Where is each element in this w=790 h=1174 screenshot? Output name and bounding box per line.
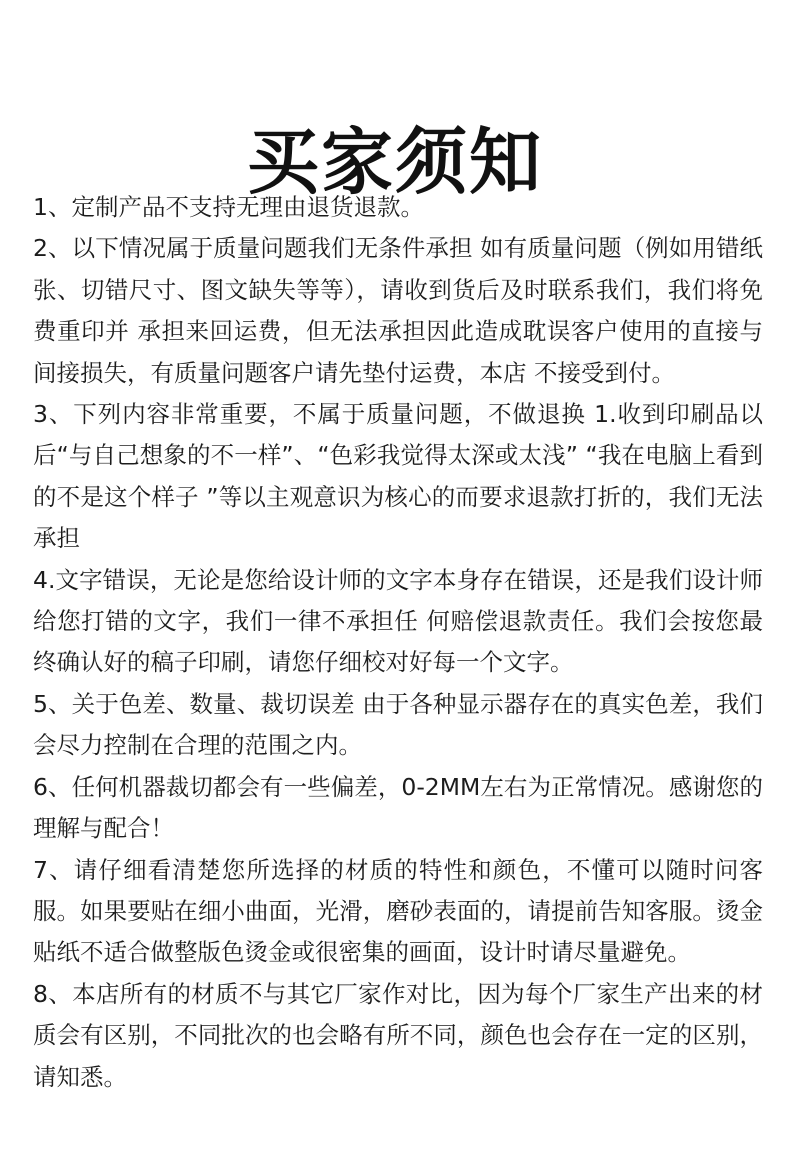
notice-item-4: 4.文字错误，无论是您给设计师的文字本身存在错误，还是我们设计师给您打错的文字，我们一律不承担任 何赔偿退款责任。我们会按您最终确认好的稿子印刷，请您仔细校对好每一个文字。 xyxy=(33,565,763,677)
notice-item-6: 6、任何机器裁切都会有一些偏差，0-2MM左右为正常情况。感谢您的理解与配合！ xyxy=(33,772,763,843)
notice-list xyxy=(33,187,763,1098)
notice-item-5: 5、关于色差、数量、裁切误差 由于各种显示器存在的真实色差，我们会尽力控制在合理的范围之内。 xyxy=(33,689,763,760)
notice-item-2: 2、以下情况属于质量问题我们无条件承担 如有质量问题（例如用错纸张、切错尺寸、图文缺失等等），请收到货后及时联系我们，我们将免费重印并 承担来回运费，但无法承担因此造成耽误客户使用的直接与间接损失，有质量问题客户请先垫付运费，本店 不接受到付。 xyxy=(33,234,763,387)
notice-item-7: 7、请仔细看清楚您所选择的材质的特性和颜色，不懂可以随时问客服。如果要贴在细小曲面，光滑，磨砂表面的，请提前告知客服。烫金贴纸不适合做整版色烫金或很密集的画面，设计时请尽量避免。 xyxy=(33,855,763,967)
notice-item-3: 3、下列内容非常重要，不属于质量问题，不做退换 1.收到印刷品以后“与自己想象的不一样”、“色彩我觉得太深或太浅” “我在电脑上看到的不是这个样子 ”等以主观意识为核心的而要求退款打折的，我们无法承担 xyxy=(33,400,763,553)
notice-item-8: 8、本店所有的材质不与其它厂家作对比，因为每个厂家生产出来的材质会有区别，不同批次的也会略有所不同，颜色也会存在一定的区别，请知悉。 xyxy=(33,979,763,1091)
notice-item-1: 1、定制产品不支持无理由退货退款。 xyxy=(33,193,424,221)
page-title: 买家须知 xyxy=(246,120,543,205)
